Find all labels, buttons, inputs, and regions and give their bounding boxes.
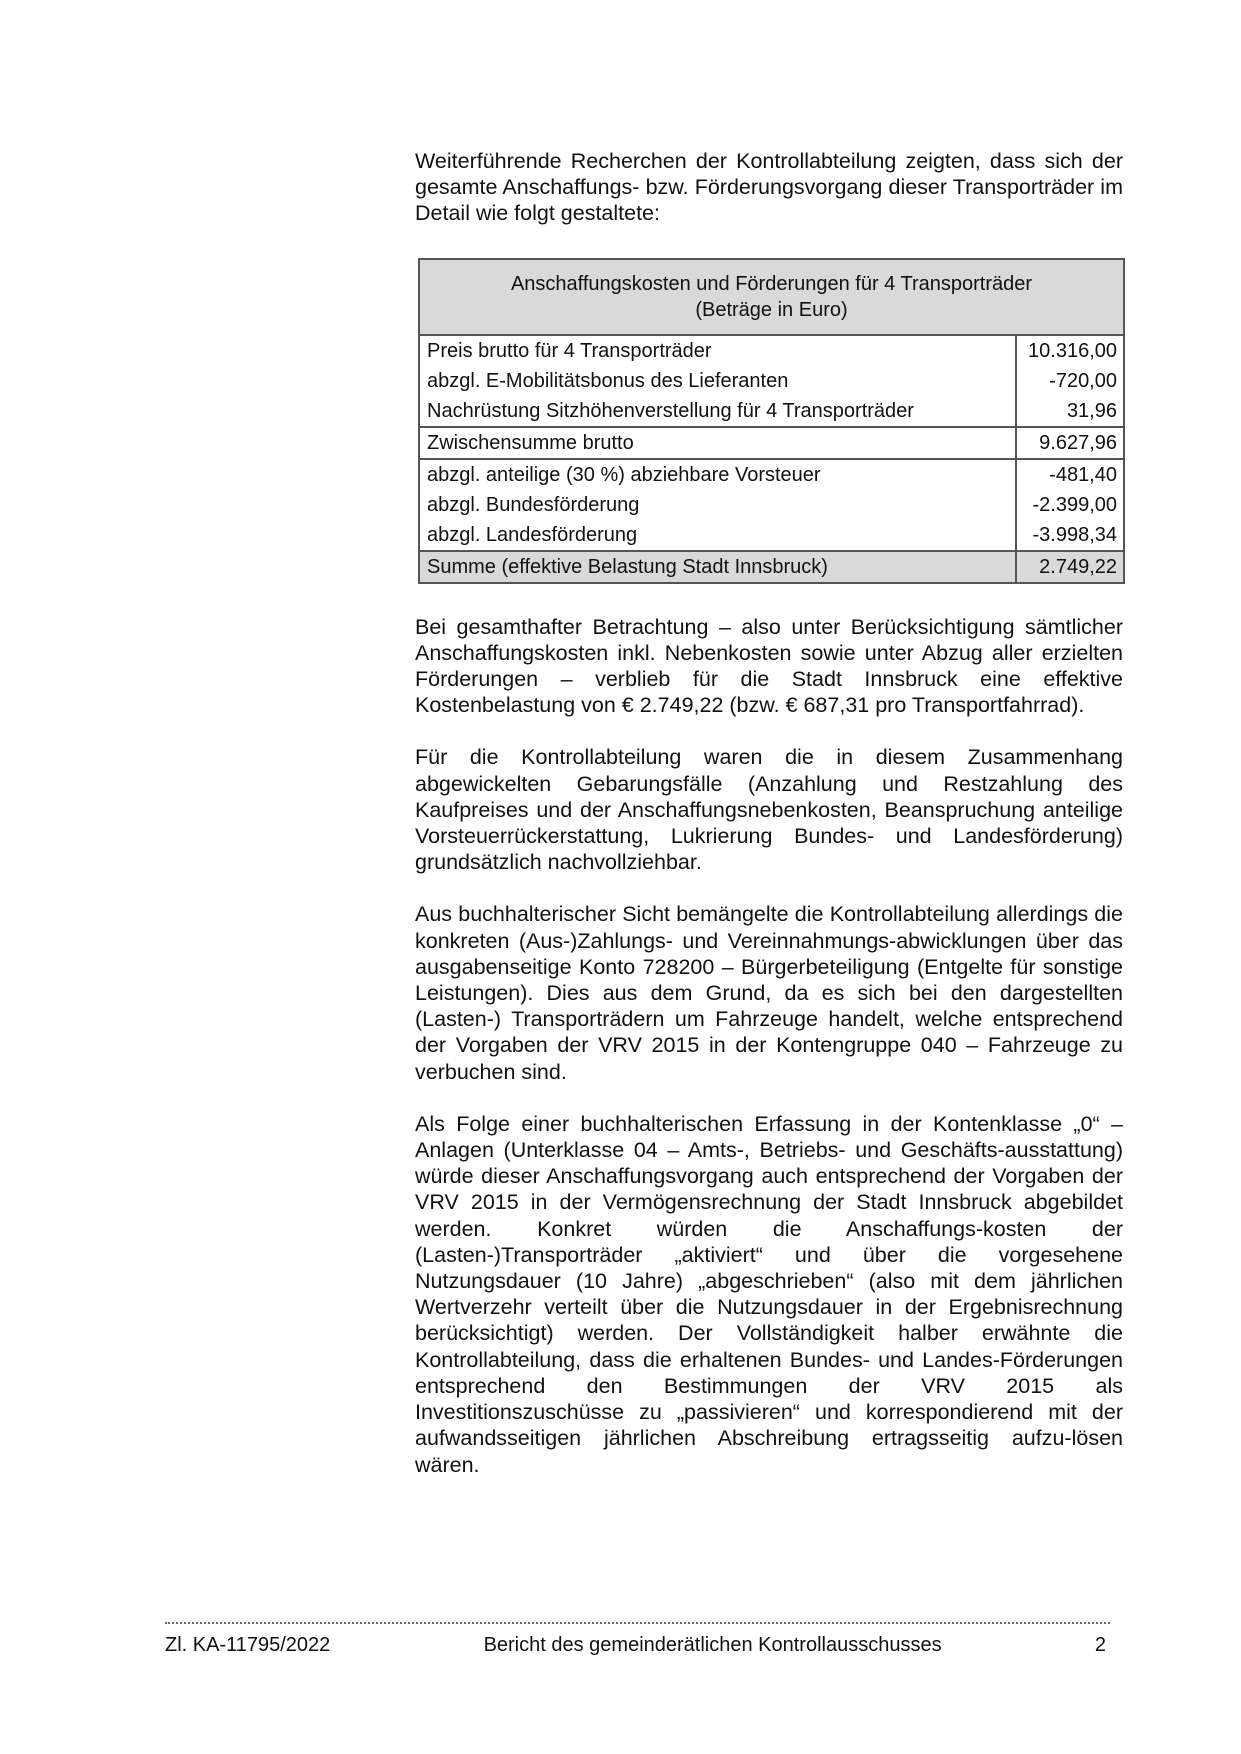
row-label: abzgl. Landesförderung [427, 523, 638, 546]
page-footer [165, 1622, 1110, 1657]
row-label: Zwischensumme brutto [420, 427, 1016, 459]
table-row [420, 490, 1123, 520]
table-row [420, 366, 1123, 396]
row-value: 31,96 [1016, 396, 1123, 427]
table-row [420, 459, 1123, 490]
row-value: -481,40 [1016, 459, 1123, 490]
row-label: abzgl. E-Mobilitätsbonus des Lieferanten [427, 369, 789, 392]
cost-table-title: Anschaffungskosten und Förderungen für 4 Transporträder [510, 272, 1033, 295]
row-value: -2.399,00 [1016, 490, 1123, 520]
summary-paragraph: Bei gesamthafter Betrachtung – also unter Berücksichtigung sämtlicher Anschaffungskosten inkl. Nebenkosten sowie unter Abzug aller erzielten Förderungen – verblieb für die Stadt Innsbruck eine effektive Kostenbelastung von € 2.749,22 (bzw. € 687,31 pro Transportfahrrad). [415, 614, 1123, 718]
footer-row [165, 1634, 1110, 1657]
page-number: 2 [1094, 1634, 1106, 1656]
total-row [420, 551, 1123, 582]
row-value: 9.627,96 [1016, 427, 1123, 459]
subtotal-row [420, 427, 1123, 459]
row-value: -720,00 [1016, 366, 1123, 396]
report-body [415, 148, 1123, 1504]
footer-divider [165, 1622, 1110, 1624]
row-label: abzgl. Bundesförderung [427, 493, 640, 516]
cost-table-subtitle: (Beträge in Euro) [695, 298, 848, 321]
document-reference: Zl. KA-11795/2022 [165, 1634, 331, 1656]
table-row [420, 520, 1123, 551]
row-label: Nachrüstung Sitzhöhenverstellung für 4 Transporträder [427, 399, 914, 422]
report-title: Bericht des gemeinderätlichen Kontrollausschusses [483, 1634, 942, 1656]
intro-paragraph: Weiterführende Recherchen der Kontrollabteilung zeigten, dass sich der gesamte Anschaffungs- bzw. Förderungsvorgang dieser Transporträder im Detail wie folgt gestaltete: [415, 149, 1123, 226]
row-value: -3.998,34 [1016, 520, 1123, 551]
table-row [420, 396, 1123, 427]
row-label: abzgl. anteilige (30 %) abziehbare Vorsteuer [420, 459, 1016, 490]
row-value: 10.316,00 [1016, 336, 1123, 366]
table-row [420, 336, 1123, 366]
row-value: 2.749,22 [1016, 551, 1123, 582]
row-label: Summe (effektive Belastung Stadt Innsbruck) [420, 551, 1016, 582]
accounting-criticism-paragraph: Aus buchhalterischer Sicht bemängelte die Kontrollabteilung allerdings die konkreten (Aus-)Zahlungs- und Vereinnahmungs-abwicklungen über das ausgabenseitige Konto 728200 – Bürgerbeteiligung (Entgelte für sonstige Leistungen). Dies aus dem Grund, da es sich bei den dargestellten (Lasten-) Transporträdern um Fahrzeuge handelt, welche entsprechend der Vorgaben der VRV 2015 in der Kontengruppe 040 – Fahrzeuge zu verbuchen sind. [415, 902, 1123, 1084]
row-label: Preis brutto für 4 Transporträder [427, 339, 712, 362]
cost-table [418, 258, 1125, 584]
assessment-paragraph: Für die Kontrollabteilung waren die in diesem Zusammenhang abgewickelten Gebarungsfälle (Anzahlung und Restzahlung des Kaufpreises und der Anschaffungsnebenkosten, Beanspruchung anteilige Vorsteuerrückerstattung, Lukrierung Bundes- und Landesförderung) grundsätzlich nachvollziehbar. [415, 745, 1123, 875]
cost-table-header [420, 260, 1123, 336]
accounting-consequence-paragraph: Als Folge einer buchhalterischen Erfassung in der Kontenklasse „0“ – Anlagen (Unterklasse 04 – Amts-, Betriebs- und Geschäfts-ausstattung) würde dieser Anschaffungsvorgang auch entsprechend der Vorgaben der VRV 2015 in der Vermögensrechnung der Stadt Innsbruck abgebildet werden. Konkret würden die Anschaffungs-kosten der (Lasten-)Transporträder „aktiviert“ und über die vorgesehene Nutzungsdauer (10 Jahre) „abgeschrieben“ (also mit dem jährlichen Wertverzehr verteilt über die Nutzungsdauer in der Ergebnisrechnung berücksichtigt) werden. Der Vollständigkeit halber erwähnte die Kontrollabteilung, dass die erhaltenen Bundes- und Landes-Förderungen entsprechend den Bestimmungen der VRV 2015 als Investitionszuschüsse zu „passivieren“ und korrespondierend mit der aufwandsseitigen jährlichen Abschreibung ertragsseitig aufzu-lösen wären. [415, 1111, 1123, 1477]
cost-table-grid [420, 336, 1123, 582]
